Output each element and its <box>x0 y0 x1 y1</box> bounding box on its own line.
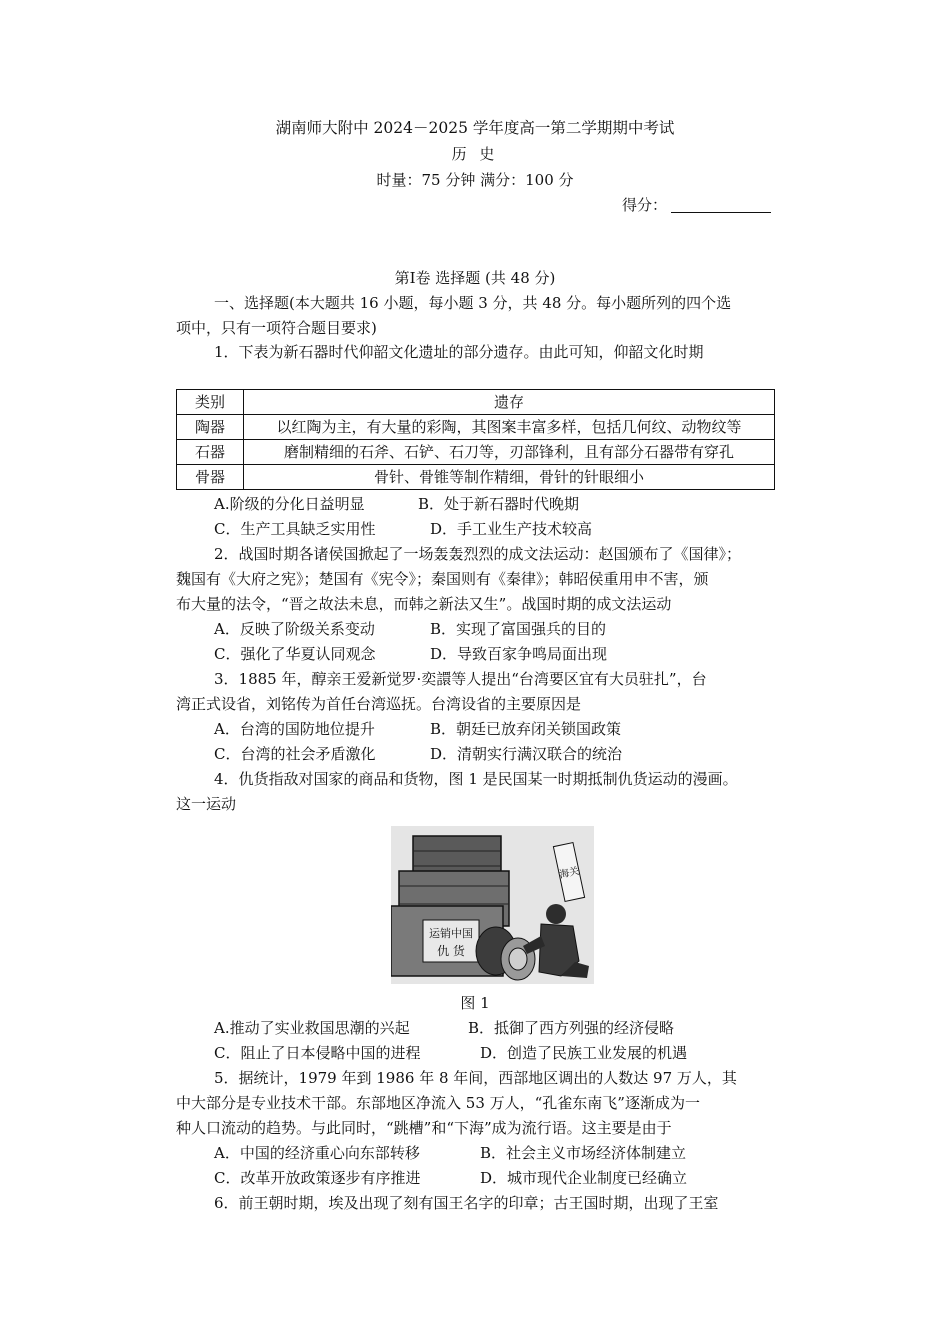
figure-caption: 图 1 <box>460 994 490 1012</box>
q2-stem: 2．战国时期各诸侯国掀起了一场轰轰烈烈的成文法运动：赵国颁布了《国律》； <box>214 545 742 563</box>
q3-option-a: A．台湾的国防地位提升 <box>214 720 375 738</box>
section-instruction: 一、选择题(本大题共 16 小题，每小题 3 分，共 48 分。每小题所列的四个选 <box>214 294 732 312</box>
table-row <box>177 465 775 490</box>
q4-option-c: C．阻止了日本侵略中国的进程 <box>214 1044 421 1062</box>
table-header-cell: 类别 <box>177 390 244 415</box>
q4-option-a: A.推动了实业救国思潮的兴起 <box>214 1019 410 1037</box>
q5-option-b: B．社会主义市场经济体制建立 <box>480 1144 687 1162</box>
score-blank <box>671 196 771 213</box>
section-heading: 第Ⅰ卷 选择题 (共 48 分) <box>394 269 556 287</box>
q1-option-d: D．手工业生产技术较高 <box>430 520 593 538</box>
table-row <box>177 415 775 440</box>
q5-stem: 5．据统计，1979 年到 1986 年 8 年间，西部地区调出的人数达 97 万人，其 <box>214 1069 737 1087</box>
q2-option-d: D．导致百家争鸣局面出现 <box>430 645 608 663</box>
crate-label-top: 运销中国 <box>429 927 473 940</box>
section-instruction-cont: 项中，只有一项符合题目要求) <box>176 319 377 337</box>
q3-stem: 3．1885 年，醇亲王爱新觉罗·奕譞等人提出“台湾要区宜有大员驻扎”，台 <box>214 670 707 688</box>
q2-option-b: B．实现了富国强兵的目的 <box>430 620 607 638</box>
q4-option-b: B．抵御了西方列强的经济侵略 <box>468 1019 675 1037</box>
table-cell: 陶器 <box>177 415 244 440</box>
time-info: 时量：75 分钟 满分：100 分 <box>376 171 574 189</box>
q5-option-a: A．中国的经济重心向东部转移 <box>214 1144 420 1162</box>
q2-option-c: C．强化了华夏认同观念 <box>214 645 376 663</box>
q3-stem-cont: 湾正式设省，刘铭传为首任台湾巡抚。台湾设省的主要原因是 <box>176 695 582 713</box>
q4-option-d: D．创造了民族工业发展的机遇 <box>480 1044 688 1062</box>
q5-stem-cont: 种人口流动的趋势。与此同时，“跳槽”和“下海”成为流行语。这主要是由于 <box>176 1119 672 1137</box>
q4-stem-cont: 这一运动 <box>176 795 237 813</box>
q1-option-c: C．生产工具缺乏实用性 <box>214 520 376 538</box>
q5-option-c: C．改革开放政策逐步有序推进 <box>214 1169 421 1187</box>
table-cell: 磨制精细的石斧、石铲、石刀等，刃部锋利，且有部分石器带有穿孔 <box>244 440 775 465</box>
exam-title: 湖南师大附中 2024－2025 学年度高一第二学期期中考试 <box>275 119 675 137</box>
table-cell: 石器 <box>177 440 244 465</box>
table-header-row <box>177 390 775 415</box>
table-header-cell: 遗存 <box>244 390 775 415</box>
table-cell: 骨器 <box>177 465 244 490</box>
table-cell: 骨针、骨锥等制作精细，骨针的针眼细小 <box>244 465 775 490</box>
q1-option-b: B．处于新石器时代晚期 <box>418 495 580 513</box>
q5-stem-cont: 中大部分是专业技术干部。东部地区净流入 53 万人，“孔雀东南飞”逐渐成为一 <box>176 1094 700 1112</box>
q2-option-a: A．反映了阶级关系变动 <box>214 620 375 638</box>
crate-label-goods: 仇 货 <box>437 944 465 958</box>
q1-relics-table <box>176 389 775 490</box>
q4-cartoon-figure <box>391 826 594 984</box>
q1-stem: 1．下表为新石器时代仰韶文化遗址的部分遗存。由此可知，仰韶文化时期 <box>214 343 704 361</box>
q2-stem-cont: 魏国有《大府之宪》；楚国有《宪令》；秦国则有《秦律》；韩昭侯重用申不害，颁 <box>176 570 709 588</box>
q6-stem: 6．前王朝时期，埃及出现了刻有国王名字的印章；古王国时期，出现了王室 <box>214 1194 719 1212</box>
q2-stem-cont: 布大量的法令，“晋之故法未息，而韩之新法又生”。战国时期的成文法运动 <box>176 595 672 613</box>
q3-option-b: B．朝廷已放弃闭关锁国政策 <box>430 720 622 738</box>
table-row <box>177 440 775 465</box>
q4-stem: 4．仇货指敌对国家的商品和货物，图 1 是民国某一时期抵制仇货运动的漫画。 <box>214 770 738 788</box>
q3-option-d: D．清朝实行满汉联合的统治 <box>430 745 623 763</box>
q5-option-d: D．城市现代企业制度已经确立 <box>480 1169 688 1187</box>
q1-option-a: A.阶级的分化日益明显 <box>214 495 365 513</box>
cartoon-sign-text: 海关 <box>558 866 581 881</box>
table-cell: 以红陶为主，有大量的彩陶，其图案丰富多样，包括几何纹、动物纹等 <box>244 415 775 440</box>
subject-title: 历 史 <box>451 145 499 163</box>
q3-option-c: C．台湾的社会矛盾激化 <box>214 745 376 763</box>
score-field <box>622 195 771 215</box>
score-label: 得分： <box>622 196 668 214</box>
